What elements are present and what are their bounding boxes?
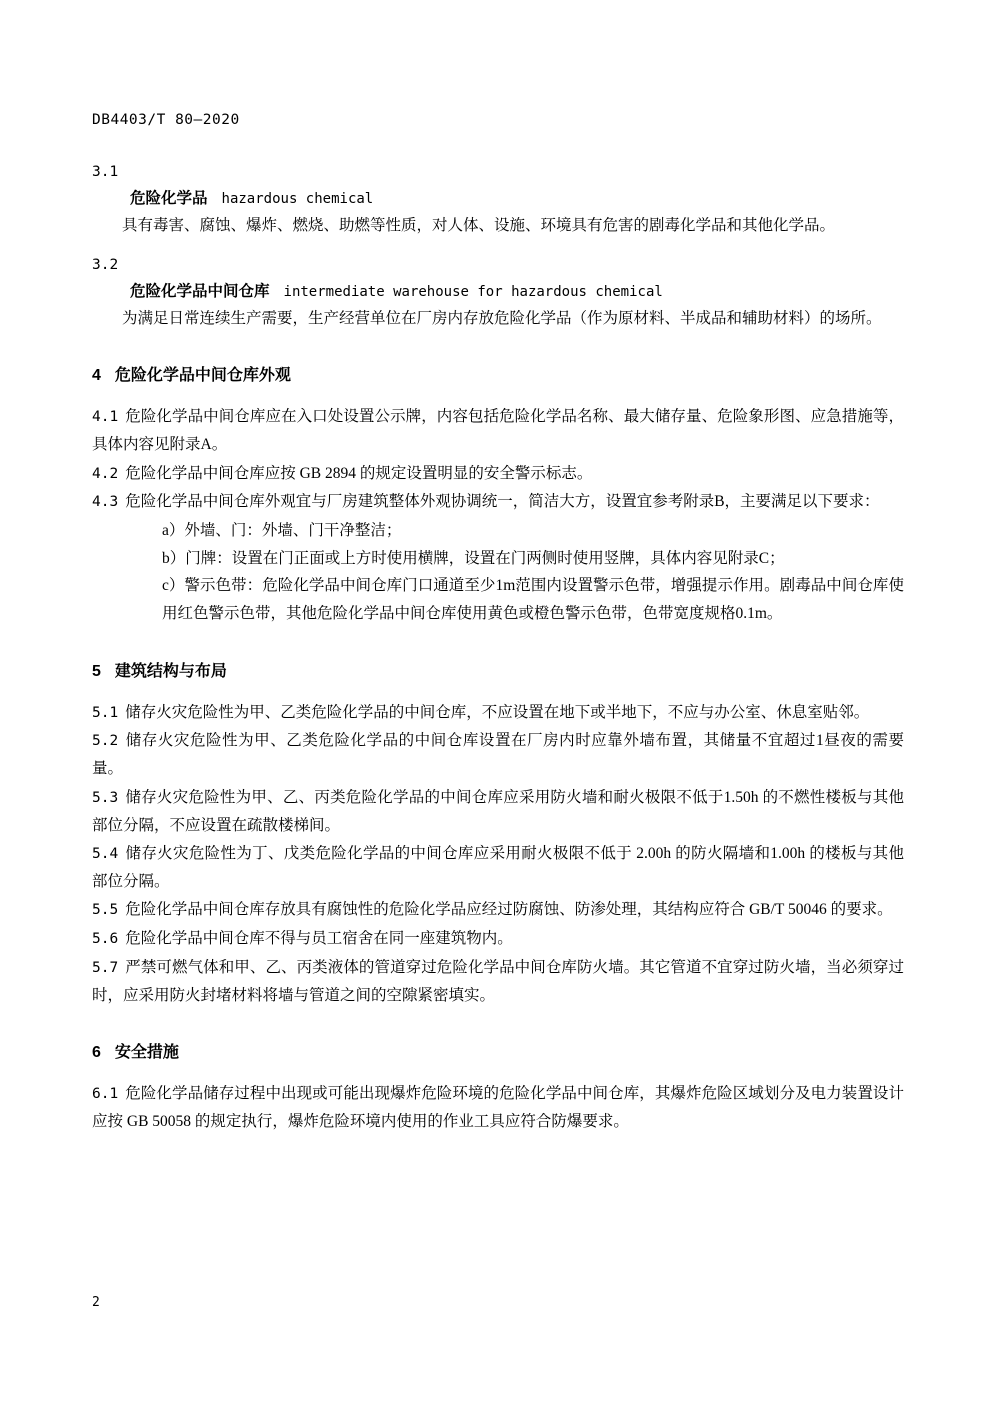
term-definition-3-2: 为满足日常连续生产需要，生产经营单位在厂房内存放危险化学品（作为原材料、半成品和辅助材料）的场所。 xyxy=(122,310,882,328)
clause-text-4-2: 危险化学品中间仓库应按 GB 2894 的规定设置明显的安全警示标志。 xyxy=(125,464,593,482)
clause-4-3 xyxy=(92,488,904,516)
clause-5-2 xyxy=(92,727,904,782)
clause-5-4 xyxy=(92,840,904,895)
section-heading-6 xyxy=(92,1039,904,1062)
clause-number-4-2: 4.2 xyxy=(92,465,119,482)
term-en-3-1: hazardous chemical xyxy=(221,191,374,207)
clause-5-5 xyxy=(92,896,904,924)
clause-number-4-3: 4.3 xyxy=(92,494,119,511)
term-en-3-2: intermediate warehouse for hazardous chemical xyxy=(283,284,663,301)
clause-text-4-1: 危险化学品中间仓库应在入口处设置公示牌，内容包括危险化学品名称、最大储存量、危险象形图、应急措施等，具体内容见附录A。 xyxy=(92,408,904,454)
section-title-6: 安全措施 xyxy=(114,1044,179,1062)
page-content xyxy=(92,112,904,1137)
section-heading-4 xyxy=(92,362,904,385)
clause-4-1 xyxy=(92,403,904,458)
section-title-4: 危险化学品中间仓库外观 xyxy=(114,367,291,385)
page-number: 2 xyxy=(92,1295,100,1310)
term-definition-3-1: 具有毒害、腐蚀、爆炸、燃烧、助燃等性质，对人体、设施、环境具有危害的剧毒化学品和其他化学品。 xyxy=(122,217,836,234)
section-number-4: 4 xyxy=(92,367,101,385)
clause-text-5-2: 储存火灾危险性为甲、乙类危险化学品的中间仓库设置在厂房内时应靠外墙布置，其储量不宜超过1昼夜的需要量。 xyxy=(92,732,904,778)
clause-5-6 xyxy=(92,925,904,953)
clause-text-5-1: 储存火灾危险性为甲、乙类危险化学品的中间仓库，不应设置在地下或半地下，不应与办公室、休息室贴邻。 xyxy=(125,703,870,721)
clause-4-2 xyxy=(92,460,904,488)
clause-number-5-2: 5.2 xyxy=(92,733,119,750)
term-title-3-2 xyxy=(130,279,904,301)
clause-4-3-item-c: c）警示色带：危险化学品中间仓库门口通道至少1m范围内设置警示色带，增强提示作用。剧毒品中间仓库使用红色警示色带，其他危险化学品中间仓库使用黄色或橙色警示色带，色带宽度规格0.1m。 xyxy=(162,577,904,622)
clause-6-1 xyxy=(92,1080,904,1135)
section-number-5: 5 xyxy=(92,662,101,680)
clause-text-5-7: 严禁可燃气体和甲、乙、丙类液体的管道穿过危险化学品中间仓库防火墙。其它管道不宜穿过防火墙，当必须穿过时，应采用防火封堵材料将墙与管道之间的空隙紧密填实。 xyxy=(92,959,904,1004)
term-number-3-1: 3.1 xyxy=(92,164,119,180)
clause-text-4-3: 危险化学品中间仓库外观宜与厂房建筑整体外观协调统一，简洁大方，设置宜参考附录B，主要满足以下要求： xyxy=(125,493,880,511)
clause-number-5-3: 5.3 xyxy=(92,789,119,806)
clause-text-5-5: 危险化学品中间仓库存放具有腐蚀性的危险化学品应经过防腐蚀、防渗处理，其结构应符合 GB/T 50046 的要求。 xyxy=(125,901,893,919)
clause-number-4-1: 4.1 xyxy=(92,409,119,426)
clause-5-1 xyxy=(92,699,904,727)
clause-number-5-7: 5.7 xyxy=(92,960,119,977)
clause-text-5-4: 储存火灾危险性为丁、戊类危险化学品的中间仓库应采用耐火极限不低于 2.00h 的防火隔墙和1.00h 的楼板与其他部位分隔。 xyxy=(92,845,904,890)
clause-number-5-4: 5.4 xyxy=(92,846,119,863)
clause-4-3-item-b: b）门牌：设置在门正面或上方时使用横牌，设置在门两侧时使用竖牌，具体内容见附录C； xyxy=(162,549,785,567)
clause-text-6-1: 危险化学品储存过程中出现或可能出现爆炸危险环境的危险化学品中间仓库，其爆炸危险区域划分及电力装置设计应按 GB 50058 的规定执行，爆炸危险环境内使用的作业工具应符合防爆要求。 xyxy=(92,1085,904,1131)
clause-text-5-6: 危险化学品中间仓库不得与员工宿舍在同一座建筑物内。 xyxy=(125,930,513,948)
term-cn-3-1: 危险化学品 xyxy=(130,190,208,207)
section-heading-5 xyxy=(92,658,904,681)
clause-number-6-1: 6.1 xyxy=(92,1086,119,1103)
term-title-3-1 xyxy=(130,186,904,208)
document-header-code: DB4403/T 80—2020 xyxy=(92,112,240,128)
clause-number-5-1: 5.1 xyxy=(92,704,119,721)
clause-number-5-6: 5.6 xyxy=(92,931,119,948)
clause-5-7 xyxy=(92,954,904,1009)
clause-4-3-item-a: a）外墙、门：外墙、门干净整洁； xyxy=(162,522,402,540)
section-number-6: 6 xyxy=(92,1044,101,1062)
clause-number-5-5: 5.5 xyxy=(92,902,119,919)
term-cn-3-2: 危险化学品中间仓库 xyxy=(130,283,270,301)
term-number-3-2: 3.2 xyxy=(92,257,119,274)
clause-text-5-3: 储存火灾危险性为甲、乙、丙类危险化学品的中间仓库应采用防火墙和耐火极限不低于1.50h 的不燃性楼板与其他部位分隔，不应设置在疏散楼梯间。 xyxy=(92,788,904,834)
clause-5-3 xyxy=(92,784,904,839)
section-title-5: 建筑结构与布局 xyxy=(114,662,227,680)
